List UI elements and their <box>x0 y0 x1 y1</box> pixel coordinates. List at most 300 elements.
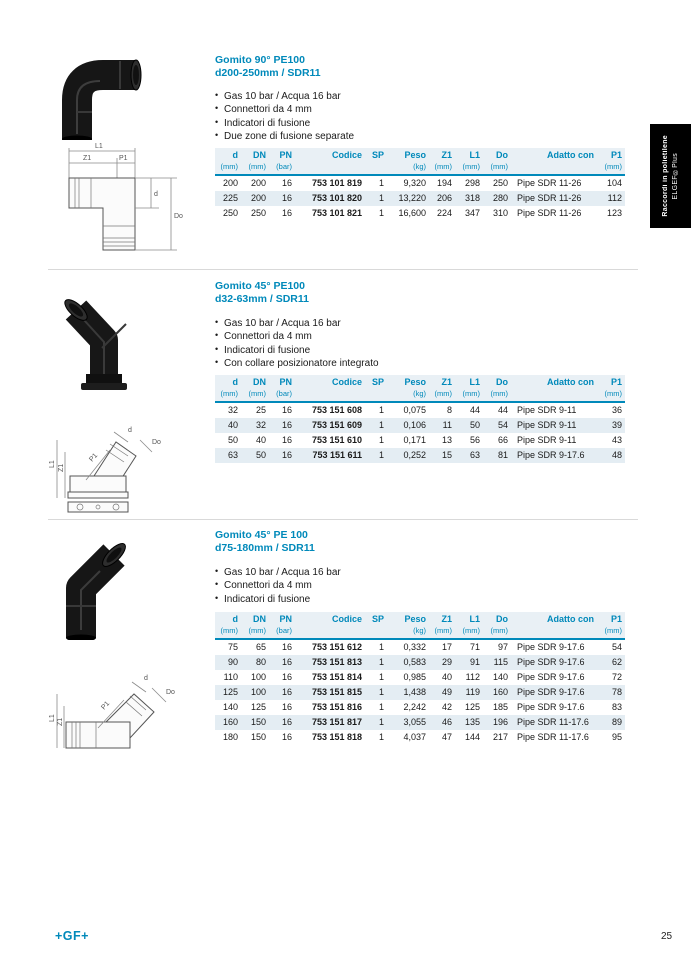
table-cell: 112 <box>465 672 480 682</box>
column-header: Adatto con <box>547 150 594 160</box>
table-cell: 25 <box>255 405 266 415</box>
dim-label-do: Do <box>166 689 175 696</box>
table-cell: 13,220 <box>398 193 426 203</box>
column-unit: (mm) <box>215 161 241 175</box>
table-cell: 1 <box>378 208 384 218</box>
dim-label-z1: Z1 <box>57 717 64 726</box>
table-cell: 49 <box>441 687 452 697</box>
column-header: DN <box>253 614 266 624</box>
column-unit: (mm) <box>241 161 269 175</box>
table-cell: Pipe SDR 11-26 <box>517 193 582 203</box>
table-cell: 16 <box>281 717 292 727</box>
bullet-item: • Connettori da 4 mm <box>213 579 341 592</box>
dim-label-p1: P1 <box>88 452 100 464</box>
table-cell: 16 <box>281 450 292 460</box>
column-unit: (mm) <box>597 161 625 175</box>
column-header: DN <box>253 150 266 160</box>
bullet-item: • Indicatori di fusione <box>213 117 354 130</box>
table-cell: Pipe SDR 11-26 <box>517 208 582 218</box>
table-cell: 0,171 <box>403 435 426 445</box>
bullet-item: • Indicatori di fusione <box>213 593 341 606</box>
side-tab-product-label: ELGEF®Plus <box>672 152 679 200</box>
tech-drawing-elbow-45-small-svg <box>48 396 193 516</box>
product-title: Gomito 90° PE100 <box>215 54 305 66</box>
spec-table-elbow-90 <box>215 148 625 221</box>
column-unit: (mm) <box>429 625 455 639</box>
table-cell: 16 <box>281 435 292 445</box>
column-unit <box>365 388 387 402</box>
table-cell: 95 <box>611 732 622 742</box>
gf-logo: +GF+ <box>55 929 89 943</box>
table-cell: 50 <box>469 420 480 430</box>
column-unit: (bar) <box>269 161 295 175</box>
table-cell: 0,583 <box>403 657 426 667</box>
table-cell: Pipe SDR 9-17.6 <box>517 657 585 667</box>
table-cell: 0,332 <box>403 642 426 652</box>
table-cell: 9,320 <box>403 178 426 188</box>
table-cell: 1 <box>378 420 384 430</box>
table-cell: 47 <box>441 732 452 742</box>
table-cell: 112 <box>607 193 622 203</box>
column-unit: (bar) <box>269 388 295 402</box>
column-unit: (mm) <box>455 625 483 639</box>
table-cell: 42 <box>441 702 452 712</box>
table-cell: 83 <box>611 702 622 712</box>
column-unit: (bar) <box>269 625 295 639</box>
table-cell: 110 <box>223 672 238 682</box>
page-number: 25 <box>661 931 673 942</box>
elbow-45-small-photo-illustration <box>50 282 165 394</box>
column-header: d <box>232 377 238 387</box>
table-cell: 1 <box>378 657 384 667</box>
table-row <box>215 730 625 745</box>
table-cell: 753 151 817 <box>311 717 362 727</box>
column-unit: (mm) <box>483 388 511 402</box>
table-cell: 11 <box>442 420 452 430</box>
table-cell: 753 151 610 <box>311 435 362 445</box>
table-cell: 90 <box>227 657 238 667</box>
table-cell: 135 <box>464 717 480 727</box>
table-row <box>215 191 625 206</box>
table-cell: 160 <box>492 687 508 697</box>
table-row <box>215 418 625 433</box>
table-cell: 72 <box>611 672 622 682</box>
table-cell: 1 <box>378 672 384 682</box>
column-header: Z1 <box>441 377 452 387</box>
column-unit <box>295 161 365 175</box>
product-title: Gomito 45° PE 100 <box>215 529 308 541</box>
table-cell: 753 151 816 <box>311 702 362 712</box>
table-row <box>215 206 625 221</box>
table-cell: 16 <box>281 405 292 415</box>
table-cell: 100 <box>250 672 266 682</box>
table-cell: Pipe SDR 9-17.6 <box>517 642 585 652</box>
table-units-row <box>215 161 625 175</box>
table-cell: 46 <box>441 717 452 727</box>
column-header: Adatto con <box>547 377 594 387</box>
table-cell: 753 151 608 <box>311 405 362 415</box>
product-photo-elbow-90 <box>48 50 153 140</box>
table-cell: 125 <box>222 687 238 697</box>
table-row <box>215 639 625 655</box>
section-divider <box>48 269 638 270</box>
section-divider <box>48 519 638 520</box>
table-units-row <box>215 625 625 639</box>
table-cell: 75 <box>227 642 238 652</box>
table-cell: 753 151 611 <box>312 450 362 460</box>
side-tab-raccordi <box>650 124 691 228</box>
dim-label-l1: L1 <box>49 714 56 722</box>
table-cell: Pipe SDR 9-17.6 <box>517 450 585 460</box>
table-cell: 180 <box>222 732 238 742</box>
table-cell: 100 <box>250 687 266 697</box>
table-cell: 63 <box>227 450 238 460</box>
table-cell: Pipe SDR 11-26 <box>517 178 582 188</box>
table-cell: 753 101 821 <box>311 208 362 218</box>
table-cell: Pipe SDR 9-17.6 <box>517 687 585 697</box>
column-header: L1 <box>469 150 480 160</box>
column-header: DN <box>253 377 266 387</box>
product-subtitle: d75-180mm / SDR11 <box>215 542 315 554</box>
tech-drawing-elbow-90-svg <box>55 138 190 266</box>
table-cell: 32 <box>255 420 266 430</box>
bullet-item: • Gas 10 bar / Acqua 16 bar <box>213 90 354 103</box>
table-cell: 81 <box>497 450 508 460</box>
column-header: SP <box>371 614 384 624</box>
table-cell: 280 <box>492 193 508 203</box>
column-header: L1 <box>469 377 480 387</box>
table-cell: 16,600 <box>398 208 426 218</box>
column-header: d <box>232 150 238 160</box>
column-unit: (mm) <box>241 388 269 402</box>
column-unit: (mm) <box>483 161 511 175</box>
table-cell: 40 <box>441 672 452 682</box>
table-cell: 200 <box>222 178 238 188</box>
table-cell: 36 <box>611 405 622 415</box>
table-cell: 0,985 <box>403 672 426 682</box>
table-cell: 1 <box>378 178 384 188</box>
table-cell: 753 151 612 <box>311 642 362 652</box>
table-row <box>215 448 625 463</box>
feature-list <box>213 90 354 144</box>
product-photo-elbow-45-large <box>48 530 160 640</box>
table-cell: Pipe SDR 9-17.6 <box>517 702 585 712</box>
table-cell: Pipe SDR 9-17.6 <box>517 672 585 682</box>
table-cell: 78 <box>611 687 622 697</box>
column-unit: (mm) <box>483 625 511 639</box>
table-cell: 125 <box>250 702 266 712</box>
table-cell: 66 <box>497 435 508 445</box>
table-header-row <box>215 375 625 388</box>
elbow-45-large-photo-illustration <box>48 530 160 640</box>
column-unit <box>295 388 365 402</box>
elbow-90-photo-illustration <box>48 50 153 140</box>
table-cell: Pipe SDR 11-17.6 <box>517 732 589 742</box>
column-header: Peso <box>404 150 426 160</box>
column-header: PN <box>279 614 292 624</box>
product-subtitle: d200-250mm / SDR11 <box>215 67 321 79</box>
column-unit <box>511 388 597 402</box>
table-cell: 80 <box>255 657 266 667</box>
table-cell: 65 <box>255 642 266 652</box>
table-cell: 753 151 818 <box>311 732 362 742</box>
tech-drawing-elbow-45-large-svg <box>48 646 193 764</box>
table-header-row <box>215 612 625 625</box>
column-unit: (mm) <box>597 388 625 402</box>
table-cell: 115 <box>493 657 508 667</box>
table-cell: 16 <box>281 420 292 430</box>
table-cell: 160 <box>222 717 238 727</box>
dim-label-d: d <box>144 675 148 682</box>
column-unit <box>295 625 365 639</box>
table-row <box>215 175 625 191</box>
bullet-item: • Connettori da 4 mm <box>213 330 379 343</box>
table-cell: 125 <box>464 702 480 712</box>
table-cell: 8 <box>446 405 452 415</box>
table-cell: 1 <box>378 405 384 415</box>
table-cell: Pipe SDR 9-11 <box>517 435 577 445</box>
column-unit: (mm) <box>455 161 483 175</box>
table-cell: 43 <box>611 435 622 445</box>
table-cell: 753 151 815 <box>311 687 362 697</box>
column-header: P1 <box>610 614 622 624</box>
table-cell: 4,037 <box>403 732 426 742</box>
table-cell: 0,075 <box>403 405 426 415</box>
table-cell: 32 <box>227 405 238 415</box>
table-cell: 39 <box>611 420 622 430</box>
table-cell: 0,106 <box>403 420 426 430</box>
table-cell: 16 <box>281 178 292 188</box>
table-cell: 206 <box>436 193 452 203</box>
column-header: P1 <box>610 150 622 160</box>
column-header: Do <box>496 614 508 624</box>
table-cell: 44 <box>469 405 480 415</box>
table-cell: 217 <box>492 732 508 742</box>
table-cell: 16 <box>281 732 292 742</box>
column-unit: (mm) <box>215 625 241 639</box>
column-header: Codice <box>331 614 362 624</box>
column-unit <box>365 625 387 639</box>
table-cell: 150 <box>250 717 266 727</box>
table-cell: 250 <box>222 208 238 218</box>
column-header: SP <box>371 377 384 387</box>
dim-label-do: Do <box>152 439 161 446</box>
section-1-title <box>215 54 321 80</box>
bullet-item: • Due zone di fusione separate <box>213 130 354 143</box>
table-cell: Pipe SDR 9-11 <box>517 420 577 430</box>
table-cell: 298 <box>464 178 480 188</box>
table-cell: 119 <box>465 687 480 697</box>
table-cell: 194 <box>436 178 452 188</box>
table-cell: 753 101 820 <box>311 193 362 203</box>
table-cell: 63 <box>469 450 480 460</box>
table-cell: 347 <box>464 208 480 218</box>
table-cell: 50 <box>255 450 266 460</box>
table-cell: 16 <box>281 657 292 667</box>
bullet-item: • Connettori da 4 mm <box>213 103 354 116</box>
section-2-title <box>215 280 309 306</box>
column-unit: (kg) <box>387 388 429 402</box>
table-cell: 16 <box>281 702 292 712</box>
table-cell: 1 <box>378 702 384 712</box>
table-cell: 91 <box>469 657 480 667</box>
table-cell: 753 151 609 <box>311 420 362 430</box>
table-cell: 250 <box>250 208 266 218</box>
column-header: Codice <box>331 150 362 160</box>
column-unit: (mm) <box>429 161 455 175</box>
dim-label-z1: Z1 <box>58 463 65 472</box>
column-header: PN <box>279 150 292 160</box>
side-tab-category-label: Raccordi in polietilene <box>662 135 669 217</box>
table-cell: 196 <box>492 717 508 727</box>
table-cell: 1 <box>378 732 384 742</box>
spec-table-elbow-45-large <box>215 612 625 745</box>
table-row <box>215 670 625 685</box>
section-3-title <box>215 529 315 555</box>
feature-list <box>213 317 379 371</box>
table-cell: 15 <box>441 450 452 460</box>
dim-label-p1: P1 <box>119 155 128 162</box>
table-cell: 3,055 <box>403 717 426 727</box>
table-cell: 71 <box>469 642 480 652</box>
table-cell: 1 <box>378 450 384 460</box>
table-cell: 13 <box>441 435 452 445</box>
column-header: PN <box>279 377 292 387</box>
table-row <box>215 433 625 448</box>
table-cell: 1 <box>378 435 384 445</box>
table-cell: 310 <box>492 208 508 218</box>
table-cell: 1 <box>378 193 384 203</box>
table-cell: 16 <box>281 193 292 203</box>
table-row <box>215 685 625 700</box>
dim-label-d: d <box>154 191 158 198</box>
column-unit <box>365 161 387 175</box>
dim-label-z1: Z1 <box>83 155 92 162</box>
feature-list <box>213 566 341 606</box>
column-header: Do <box>496 150 508 160</box>
table-cell: 16 <box>281 208 292 218</box>
column-unit: (mm) <box>455 388 483 402</box>
column-header: Do <box>496 377 508 387</box>
table-cell: 50 <box>227 435 238 445</box>
column-header: d <box>232 614 238 624</box>
table-cell: 318 <box>464 193 480 203</box>
dim-label-l1: L1 <box>49 460 56 468</box>
table-cell: 54 <box>497 420 508 430</box>
table-cell: 753 151 813 <box>311 657 362 667</box>
table-cell: 16 <box>281 672 292 682</box>
table-units-row <box>215 388 625 402</box>
column-unit: (mm) <box>241 625 269 639</box>
table-cell: 1,438 <box>403 687 426 697</box>
table-cell: 40 <box>255 435 266 445</box>
table-cell: 2,242 <box>403 702 426 712</box>
column-unit: (mm) <box>429 388 455 402</box>
table-cell: 200 <box>250 178 266 188</box>
table-cell: 89 <box>611 717 622 727</box>
table-cell: 44 <box>497 405 508 415</box>
table-cell: 753 151 814 <box>311 672 362 682</box>
table-cell: Pipe SDR 9-11 <box>517 405 577 415</box>
column-header: Peso <box>404 614 426 624</box>
bullet-item: • Indicatori di fusione <box>213 344 379 357</box>
column-unit: (kg) <box>387 625 429 639</box>
table-cell: 17 <box>441 642 452 652</box>
column-header: Codice <box>331 377 362 387</box>
column-unit: (mm) <box>215 388 241 402</box>
table-cell: 224 <box>436 208 452 218</box>
table-row <box>215 700 625 715</box>
product-title: Gomito 45° PE100 <box>215 280 305 292</box>
column-header: Adatto con <box>547 614 594 624</box>
table-cell: 185 <box>492 702 508 712</box>
column-unit: (mm) <box>597 625 625 639</box>
product-subtitle: d32-63mm / SDR11 <box>215 293 309 305</box>
table-cell: 97 <box>497 642 508 652</box>
table-cell: 1 <box>378 717 384 727</box>
table-cell: 200 <box>250 193 266 203</box>
dim-label-d: d <box>128 427 132 434</box>
tech-drawing-elbow-45-large <box>48 646 193 764</box>
spec-table-elbow-45-small <box>215 375 625 463</box>
table-cell: 56 <box>469 435 480 445</box>
table-cell: 0,252 <box>403 450 426 460</box>
table-row <box>215 402 625 418</box>
column-unit <box>511 625 597 639</box>
table-cell: 16 <box>281 642 292 652</box>
column-unit <box>511 161 597 175</box>
table-cell: 104 <box>606 178 622 188</box>
table-cell: 48 <box>611 450 622 460</box>
dim-label-p1: P1 <box>100 700 112 712</box>
table-cell: 150 <box>250 732 266 742</box>
column-header: Z1 <box>441 614 452 624</box>
table-cell: 140 <box>222 702 238 712</box>
table-cell: 225 <box>222 193 238 203</box>
bullet-item: • Gas 10 bar / Acqua 16 bar <box>213 566 341 579</box>
table-cell: 40 <box>227 420 238 430</box>
product-photo-elbow-45-small <box>50 282 165 394</box>
table-row <box>215 715 625 730</box>
column-header: Peso <box>404 377 426 387</box>
table-cell: 140 <box>492 672 508 682</box>
table-cell: 753 101 819 <box>311 178 362 188</box>
dim-label-do: Do <box>174 213 183 220</box>
column-header: L1 <box>469 614 480 624</box>
table-cell: 54 <box>611 642 622 652</box>
table-cell: 1 <box>378 642 384 652</box>
column-header: SP <box>371 150 384 160</box>
table-cell: 29 <box>441 657 452 667</box>
table-cell: 16 <box>281 687 292 697</box>
column-header: P1 <box>610 377 622 387</box>
table-cell: 250 <box>492 178 508 188</box>
table-cell: 62 <box>611 657 622 667</box>
column-unit: (kg) <box>387 161 429 175</box>
table-cell: 144 <box>464 732 480 742</box>
table-cell: Pipe SDR 11-17.6 <box>517 717 589 727</box>
bullet-item: • Con collare posizionatore integrato <box>213 357 379 370</box>
dim-label-l1: L1 <box>95 143 103 150</box>
tech-drawing-elbow-90 <box>55 138 190 266</box>
table-cell: 123 <box>606 208 622 218</box>
table-row <box>215 655 625 670</box>
tech-drawing-elbow-45-small <box>48 396 193 516</box>
bullet-item: • Gas 10 bar / Acqua 16 bar <box>213 317 379 330</box>
table-header-row <box>215 148 625 161</box>
column-header: Z1 <box>441 150 452 160</box>
table-cell: 1 <box>378 687 384 697</box>
